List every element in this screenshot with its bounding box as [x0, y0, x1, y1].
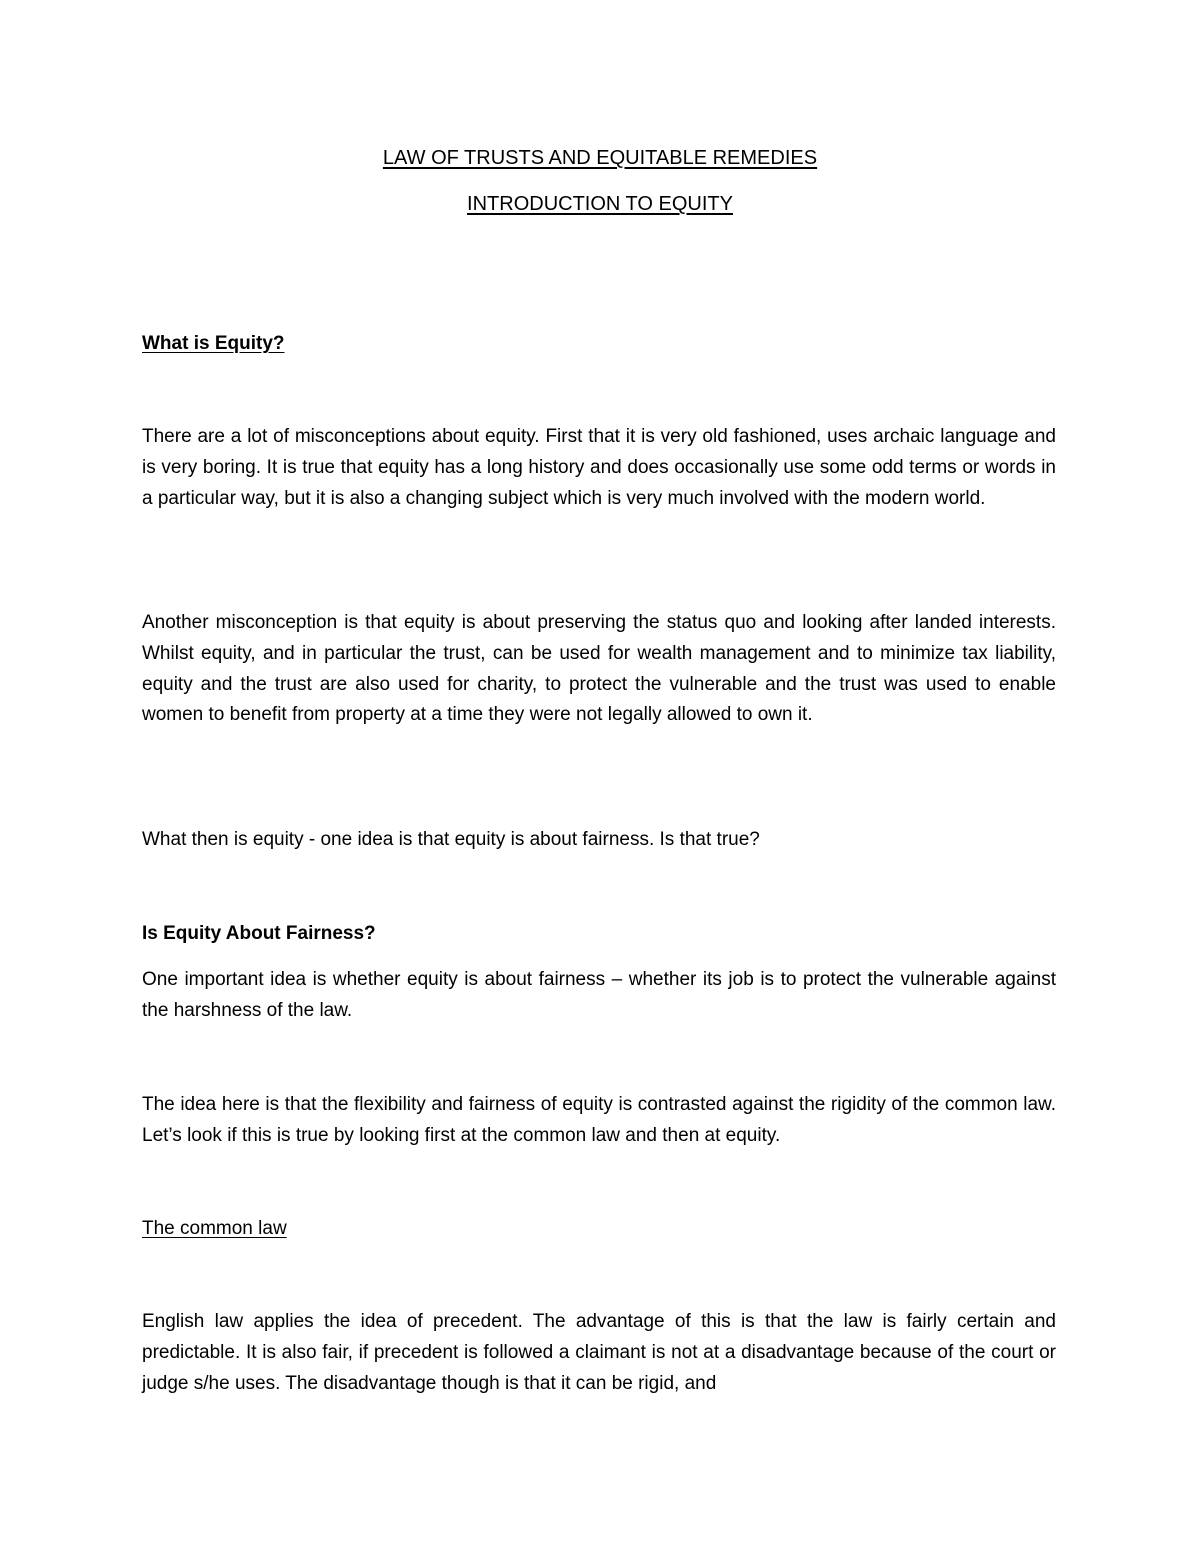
section-heading-what-is-equity: What is Equity? [142, 333, 285, 354]
section-heading-fairness: Is Equity About Fairness? [142, 923, 376, 944]
section-heading-common-law: The common law [142, 1218, 287, 1239]
paragraph-flexibility: The idea here is that the flexibility and fairness of equity is contrasted against the rigidity of the common law. Let’s look if this is true by looking first at the common law and then at equity. [142, 1094, 1056, 1146]
paragraph-what-then-is-equity: What then is equity - one idea is that equity is about fairness. Is that true? [142, 829, 760, 850]
paragraph-another-misconception: Another misconception is that equity is about preserving the status quo and looking after landed interests. Whilst equity, and in particular the trust, can be used for wealth management and to minimize tax liability, equity and the trust are also used for charity, to protect the vulnerable and the trust was used to enable women to benefit from property at a time they were not legally allowed to own it. [142, 612, 1056, 726]
paragraph-misconceptions: There are a lot of misconceptions about equity. First that it is very old fashioned, uses archaic language and is very boring. It is true that equity has a long history and does occasionally use some odd terms or words in a particular way, but it is also a changing subject which is very much involved with the modern world. [142, 426, 1056, 509]
paragraph-precedent: English law applies the idea of precedent. The advantage of this is that the law is fairly certain and predictable. It is also fair, if precedent is followed a claimant is not at a disadvantage because of the court or judge s/he uses. The disadvantage though is that it can be rigid, and [142, 1311, 1056, 1394]
document-title: LAW OF TRUSTS AND EQUITABLE REMEDIES [382, 147, 818, 169]
paragraph-important-idea: One important idea is whether equity is about fairness – whether its job is to protect the vulnerable against the harshness of the law. [142, 969, 1056, 1021]
document-subtitle: INTRODUCTION TO EQUITY [467, 193, 733, 215]
